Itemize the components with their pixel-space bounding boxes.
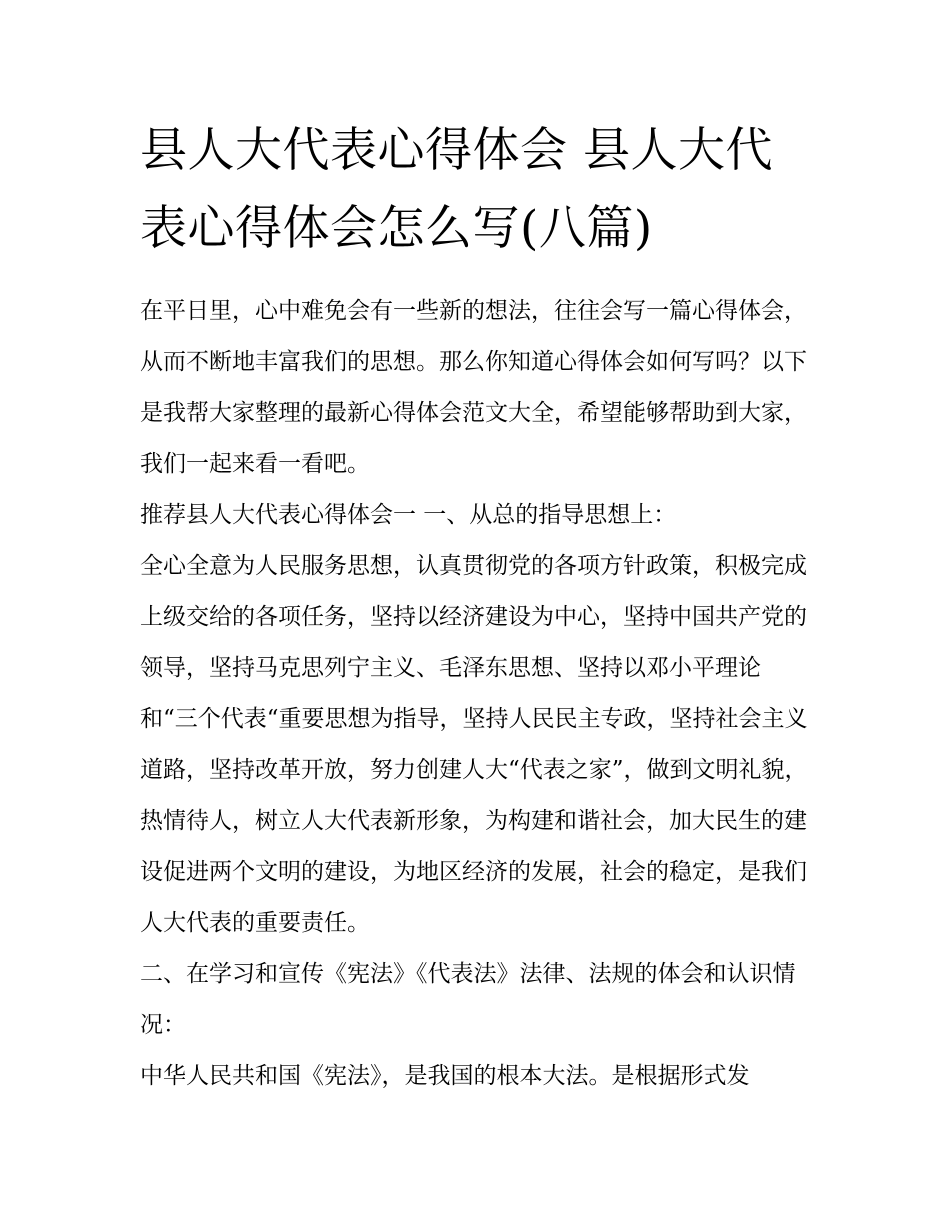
document-body bbox=[140, 112, 812, 1102]
intro-paragraph: 在平日里，心中难免会有一些新的想法，往往会写一篇心得体会，从而不断地丰富我们的思想。那么你知道心得体会如何写吗？以下是我帮大家整理的最新心得体会范文大全，希望能够帮助到大家，我们一起来看一看吧。 bbox=[140, 298, 807, 477]
document-title: 县人大代表心得体会 县人大代表心得体会怎么写(八篇) bbox=[140, 123, 773, 256]
section-two-heading: 二、在学习和宣传《宪法》《代表法》法律、法规的体会和认识情况： bbox=[140, 961, 796, 1038]
section-two-paragraph: 中华人民共和国《宪法》，是我国的根本大法。是根据形式发 bbox=[140, 1063, 750, 1089]
section-one-heading: 推荐县人大代表心得体会一 一、从总的指导思想上： bbox=[140, 502, 677, 528]
section-one-paragraph: 全心全意为人民服务思想，认真贯彻党的各项方针政策，积极完成上级交给的各项任务，坚持以经济建设为中心，坚持中国共产党的领导，坚持马克思列宁主义、毛泽东思想、坚持以邓小平理论和“三个代表“重要思想为指导，坚持人民民主专政，坚持社会主义道路，坚持改革开放，努力创建人大“代表之家”，做到文明礼貌，热情待人，树立人大代表新形象，为构建和谐社会，加大民生的建设促进两个文明的建设，为地区经济的发展，社会的稳定，是我们人大代表的重要责任。 bbox=[140, 553, 808, 936]
